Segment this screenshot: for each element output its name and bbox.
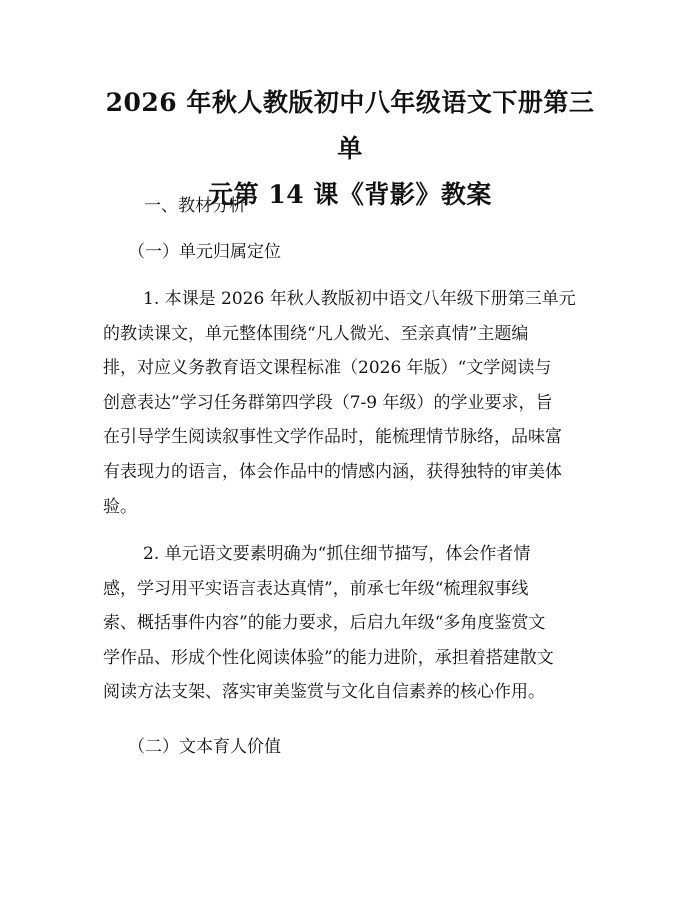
paragraph-2-line: 阅读方法支架、落实审美鉴赏与文化自信素养的核心作用。: [103, 682, 545, 703]
paragraph-2: [103, 537, 603, 710]
title-line-1: 2026 年秋人教版初中八年级语文下册第三单: [105, 88, 595, 163]
paragraph-1-line: 的教读课文，单元整体围绕“凡人微光、至亲真情”主题编: [103, 323, 529, 344]
paragraph-1-line: 有表现力的语言，体会作品中的情感内涵，获得独特的审美体: [103, 461, 562, 482]
title-line-2: 元第 14 课《背影》教案: [208, 180, 492, 209]
paragraph-2-line: 感，学习用平实语言表达真情”，前承七年级“梳理叙事线: [103, 578, 529, 599]
paragraph-1-line: 在引导学生阅读叙事性文学作品时，能梳理情节脉络，品味富: [103, 427, 562, 448]
paragraph-2-line: 学作品、形成个性化阅读体验”的能力进阶，承担着搭建散文: [103, 647, 554, 668]
section-heading-teaching-material-analysis: 一、教材分析: [144, 196, 246, 216]
paragraph-1-line: 验。: [103, 496, 137, 517]
subsection-heading-unit-positioning: （一）单元归属定位: [128, 242, 281, 262]
paragraph-1-line: 1. 本课是 2026 年秋人教版初中语文八年级下册第三单元: [143, 289, 576, 309]
paragraph-1: [103, 282, 603, 524]
subsection-heading-educational-value: （二）文本育人价值: [128, 737, 281, 757]
paragraph-1-line: 创意表达”学习任务群第四学段（7-9 年级）的学业要求，旨: [103, 392, 553, 413]
paragraph-1-line: 排，对应义务教育语文课程标准（2026 年版）“文学阅读与: [103, 358, 552, 379]
paragraph-2-line: 索、概括事件内容”的能力要求，后启九年级“多角度鉴赏文: [103, 613, 546, 634]
paragraph-2-line: 2. 单元语文要素明确为“抓住细节描写，体会作者情: [143, 544, 531, 564]
